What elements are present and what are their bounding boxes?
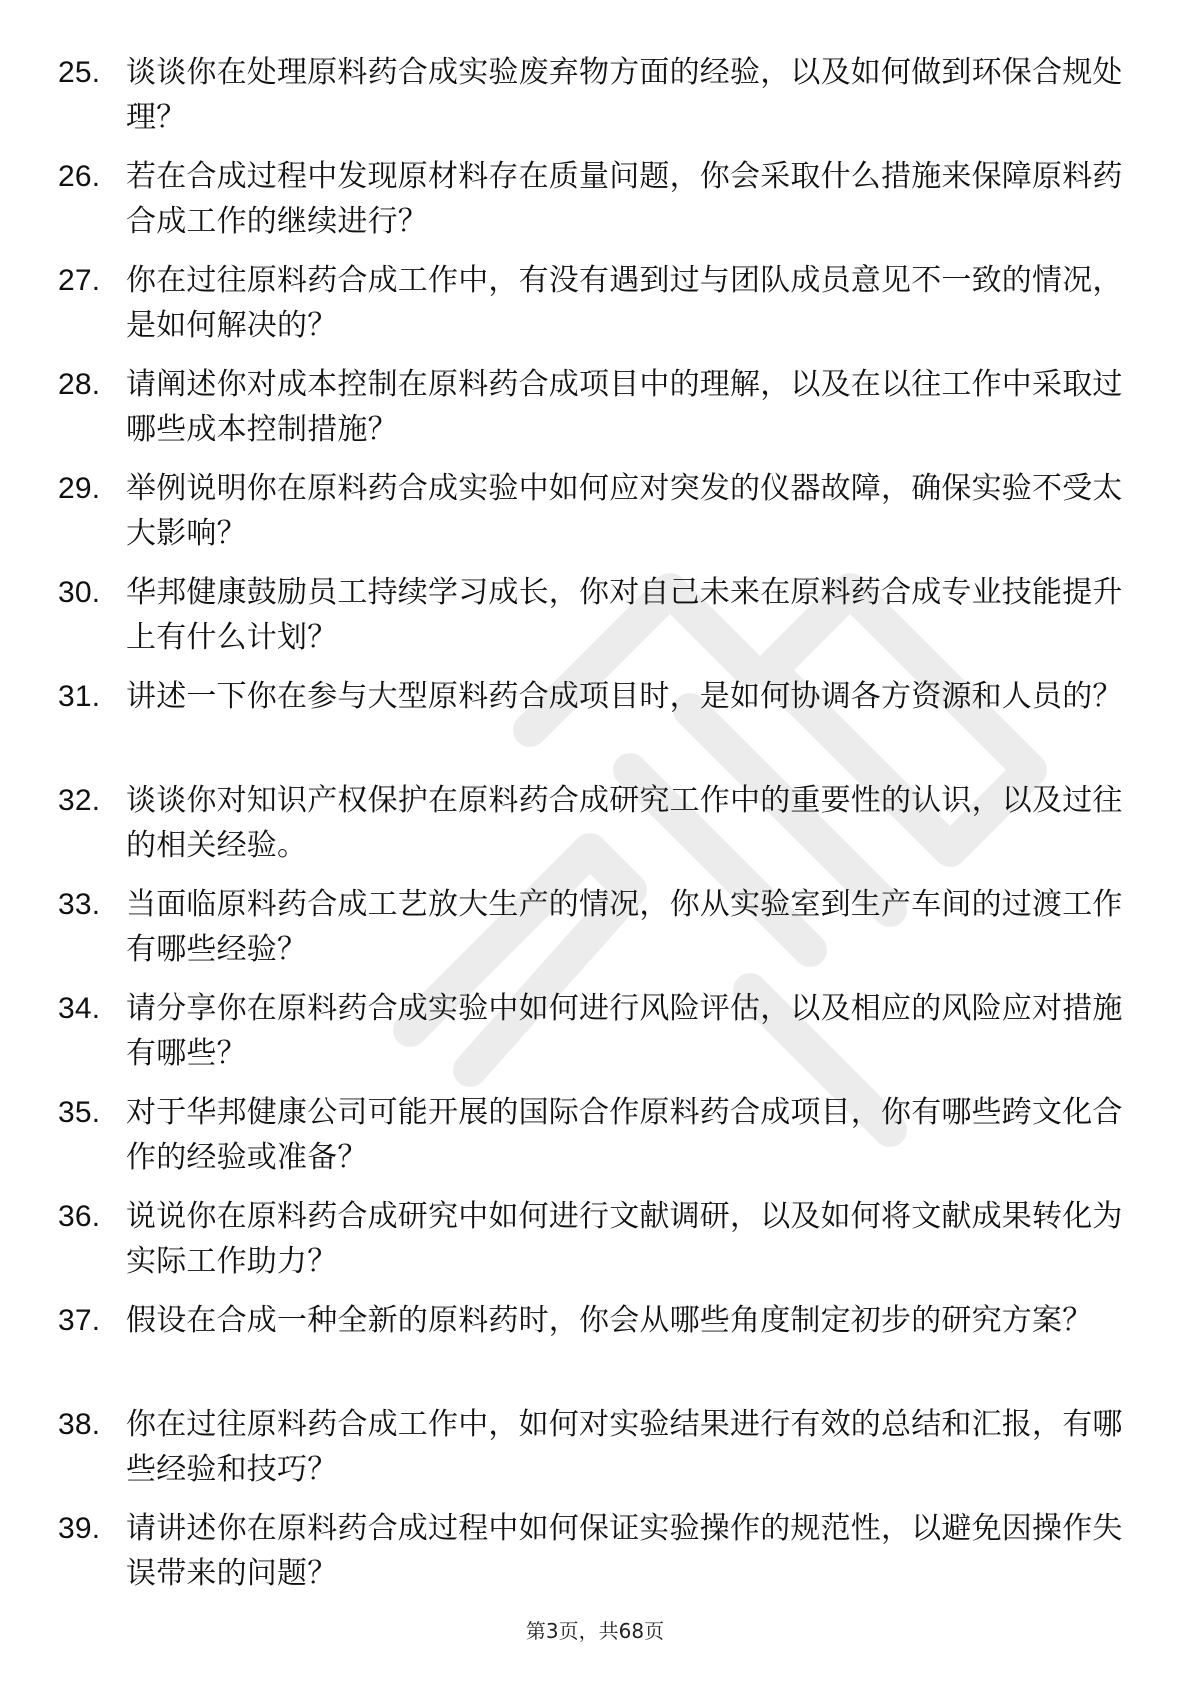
question-number: 38.: [58, 1408, 101, 1441]
question-item: [58, 986, 1138, 1090]
question-item: [58, 1194, 1138, 1298]
page-number-label: 第3页，共68页: [525, 1619, 665, 1643]
question-number: 39.: [58, 1512, 101, 1545]
question-item: [58, 882, 1138, 986]
question-text: 当面临原料药合成工艺放大生产的情况，你从实验室到生产车间的过渡工作有哪些经验？: [126, 887, 1123, 967]
question-text: 谈谈你在处理原料药合成实验废弃物方面的经验，以及如何做到环保合规处理？: [126, 55, 1123, 135]
question-list: [58, 50, 1138, 1610]
question-text: 请阐述你对成本控制在原料药合成项目中的理解，以及在以往工作中采取过哪些成本控制措施？: [126, 367, 1123, 447]
question-number: 26.: [58, 160, 101, 193]
question-text: 请讲述你在原料药合成过程中如何保证实验操作的规范性，以避免因操作失误带来的问题？: [126, 1511, 1123, 1591]
question-text: 讲述一下你在参与大型原料药合成项目时，是如何协调各方资源和人员的？: [126, 679, 1123, 714]
question-item: [58, 258, 1138, 362]
question-number: 30.: [58, 576, 101, 609]
question-item: [58, 154, 1138, 258]
question-text: 谈谈你对知识产权保护在原料药合成研究工作中的重要性的认识，以及过往的相关经验。: [126, 783, 1123, 863]
question-item: [58, 674, 1138, 778]
question-number: 27.: [58, 264, 101, 297]
question-text: 请分享你在原料药合成实验中如何进行风险评估，以及相应的风险应对措施有哪些？: [126, 991, 1123, 1071]
question-text: 若在合成过程中发现原材料存在质量问题，你会采取什么措施来保障原料药合成工作的继续进行？: [126, 159, 1123, 239]
question-item: [58, 570, 1138, 674]
question-number: 35.: [58, 1096, 101, 1129]
question-text: 你在过往原料药合成工作中，如何对实验结果进行有效的总结和汇报，有哪些经验和技巧？: [126, 1407, 1123, 1487]
question-text: 华邦健康鼓励员工持续学习成长，你对自己未来在原料药合成专业技能提升上有什么计划？: [126, 575, 1123, 655]
question-number: 33.: [58, 888, 101, 921]
question-number: 28.: [58, 368, 101, 401]
question-text: 对于华邦健康公司可能开展的国际合作原料药合成项目，你有哪些跨文化合作的经验或准备？: [126, 1095, 1123, 1175]
page-footer: [0, 1617, 1190, 1645]
question-number: 32.: [58, 784, 101, 817]
question-text: 说说你在原料药合成研究中如何进行文献调研，以及如何将文献成果转化为实际工作助力？: [126, 1199, 1123, 1279]
question-number: 34.: [58, 992, 101, 1025]
question-item: [58, 778, 1138, 882]
question-item: [58, 1402, 1138, 1506]
question-item: [58, 362, 1138, 466]
question-text: 举例说明你在原料药合成实验中如何应对突发的仪器故障，确保实验不受太大影响？: [126, 471, 1123, 551]
question-item: [58, 466, 1138, 570]
question-number: 31.: [58, 680, 101, 713]
question-number: 29.: [58, 472, 101, 505]
question-item: [58, 1506, 1138, 1610]
question-item: [58, 1090, 1138, 1194]
question-text: 假设在合成一种全新的原料药时，你会从哪些角度制定初步的研究方案？: [126, 1303, 1093, 1338]
question-number: 36.: [58, 1200, 101, 1233]
question-item: [58, 1298, 1138, 1402]
question-item: [58, 50, 1138, 154]
question-number: 25.: [58, 56, 101, 89]
question-text: 你在过往原料药合成工作中，有没有遇到过与团队成员意见不一致的情况，是如何解决的？: [126, 263, 1123, 343]
question-number: 37.: [58, 1304, 101, 1337]
